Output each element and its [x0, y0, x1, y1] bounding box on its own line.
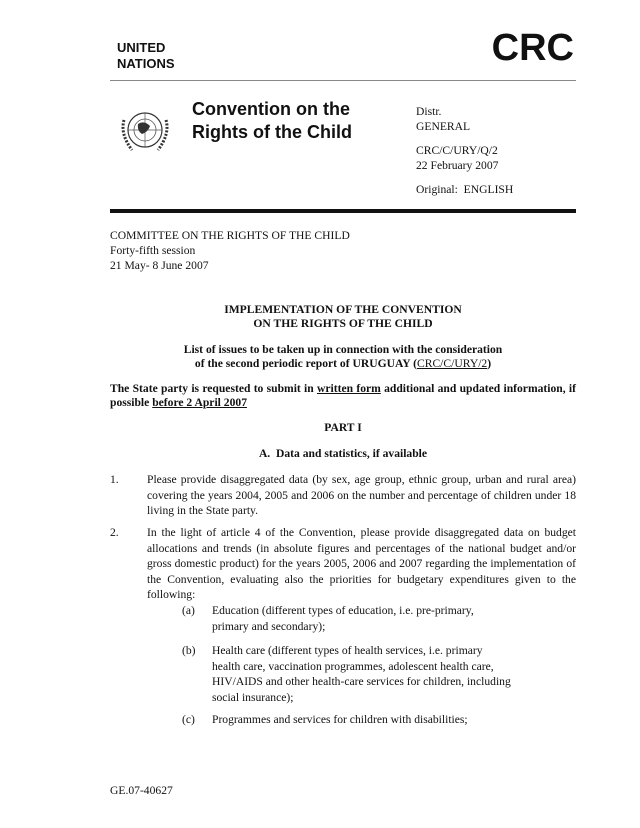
org-line: UNITED [117, 40, 166, 55]
distr-label: Distr. [416, 105, 442, 118]
original-language: Original: ENGLISH [416, 183, 514, 196]
request-text: The State party is requested to submit in [110, 382, 318, 395]
sub-item [182, 712, 576, 728]
list-item [110, 472, 576, 519]
request-deadline: before 2 April 2007 [152, 396, 247, 409]
org-line: NATIONS [117, 56, 175, 71]
sub-item-text: Programmes and services for children with disabilities; [212, 713, 468, 726]
item-text: Please provide disaggregated data (by sex, age group, ethnic group, urban and rural area) covering the years 2004, 2005 and 2006 on the number and percentage of children under 18 living in the State party. [147, 473, 576, 517]
sub-item-letter: (a) [182, 604, 195, 617]
part-heading: PART I [324, 421, 362, 434]
divider [110, 80, 576, 81]
subheading [110, 343, 576, 371]
request-text: additional and updated information, if possible [110, 382, 576, 409]
thick-divider [110, 209, 576, 213]
list-item [110, 525, 576, 603]
heading-line: ON THE RIGHTS OF THE CHILD [253, 317, 433, 330]
document-title [192, 98, 352, 144]
item-number: 2. [110, 526, 119, 539]
sub-item [182, 603, 576, 634]
sub-item-letter: (b) [182, 644, 196, 657]
sub-item-text: Health care (different types of health services, i.e. primary health care, vaccination programmes, adolescent health care, HIV/AIDS and other health-care services for children, including social insurance); [212, 644, 511, 704]
committee-name: COMMITTEE ON THE RIGHTS OF THE CHILD [110, 229, 350, 242]
sub-item-text: Education (different types of education, i.e. pre-primary, primary and secondary); [212, 604, 474, 633]
report-link[interactable]: CRC/C/URY/2 [416, 357, 488, 370]
main-heading [110, 303, 576, 331]
distribution-block [416, 104, 513, 197]
item-number: 1. [110, 473, 119, 486]
item-text: In the light of article 4 of the Convention, please provide disaggregated data on budget allocations and trends (in absolute figures and percentages of the national budget and/or gross domestic product) for the years 2005, 2006 and 2007 regarding the implementation of the Convention, evaluating also the priorities for budgetary expenditures given to the following: [147, 526, 576, 601]
doc-date: 22 February 2007 [416, 159, 499, 172]
title-line: Convention on the [192, 99, 350, 119]
footer-job-number: GE.07-40627 [110, 784, 173, 797]
doc-symbol: CRC/C/URY/Q/2 [416, 144, 498, 157]
sub-item [182, 643, 576, 705]
session-dates: 21 May- 8 June 2007 [110, 259, 209, 272]
subheading-text: ) [487, 357, 492, 370]
subheading-text: of the second periodic report of URUGUAY ( [194, 357, 417, 370]
request-emphasis: written form [317, 382, 381, 395]
distr-value: GENERAL [416, 120, 471, 133]
committee-block [110, 228, 350, 273]
heading-line: IMPLEMENTATION OF THE CONVENTION [224, 303, 462, 316]
org-name [117, 40, 175, 72]
sub-item-letter: (c) [182, 713, 195, 726]
session: Forty-fifth session [110, 244, 196, 257]
symbol-crc: CRC [491, 27, 574, 69]
request-paragraph [110, 382, 576, 410]
un-emblem-icon [116, 102, 174, 160]
section-heading: A. Data and statistics, if available [258, 447, 428, 460]
title-line: Rights of the Child [192, 122, 352, 142]
subheading-line: List of issues to be taken up in connection with the consideration [183, 343, 503, 356]
